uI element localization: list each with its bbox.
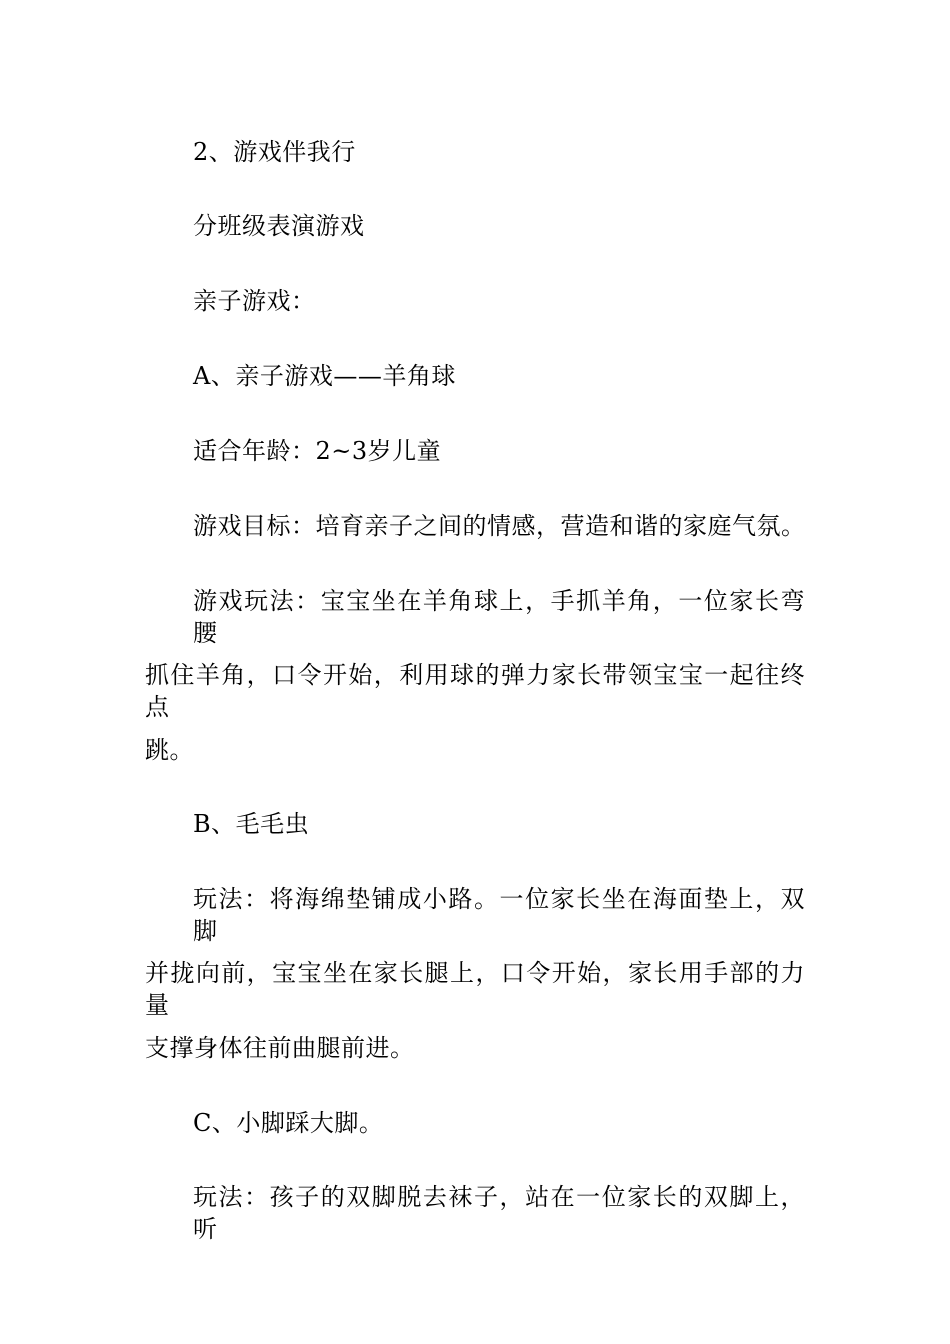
game-a-rules-line-3: 跳。	[145, 736, 194, 764]
game-a-rules-line-1: 游戏玩法：宝宝坐在羊角球上，手抓羊角，一位家长弯腰	[193, 587, 805, 647]
game-a-rules-line-2: 抓住羊角，口令开始，利用球的弹力家长带领宝宝一起往终点	[145, 661, 805, 721]
subheading-parent-child-games: 亲子游戏：	[193, 287, 316, 315]
game-c-title: C、小脚踩大脚。	[193, 1109, 384, 1137]
game-b-rules-line-1: 玩法：将海绵垫铺成小路。一位家长坐在海面垫上，双脚	[193, 885, 805, 945]
section-heading-games: 2、游戏伴我行	[193, 138, 356, 166]
paragraph-class-performance: 分班级表演游戏	[193, 212, 365, 240]
game-b-rules-line-3: 支撑身体往前曲腿前进。	[145, 1034, 415, 1062]
game-c-rules-line-1: 玩法：孩子的双脚脱去袜子，站在一位家长的双脚上，听	[193, 1183, 805, 1243]
game-b-title: B、毛毛虫	[193, 810, 310, 838]
game-b-rules-line-2: 并拢向前，宝宝坐在家长腿上，口令开始，家长用手部的力量	[145, 959, 805, 1019]
game-a-age: 适合年龄：2~3岁儿童	[193, 437, 442, 465]
game-a-goal: 游戏目标：培育亲子之间的情感，营造和谐的家庭气氛。	[193, 512, 806, 540]
game-a-title: A、亲子游戏——羊角球	[193, 362, 456, 390]
